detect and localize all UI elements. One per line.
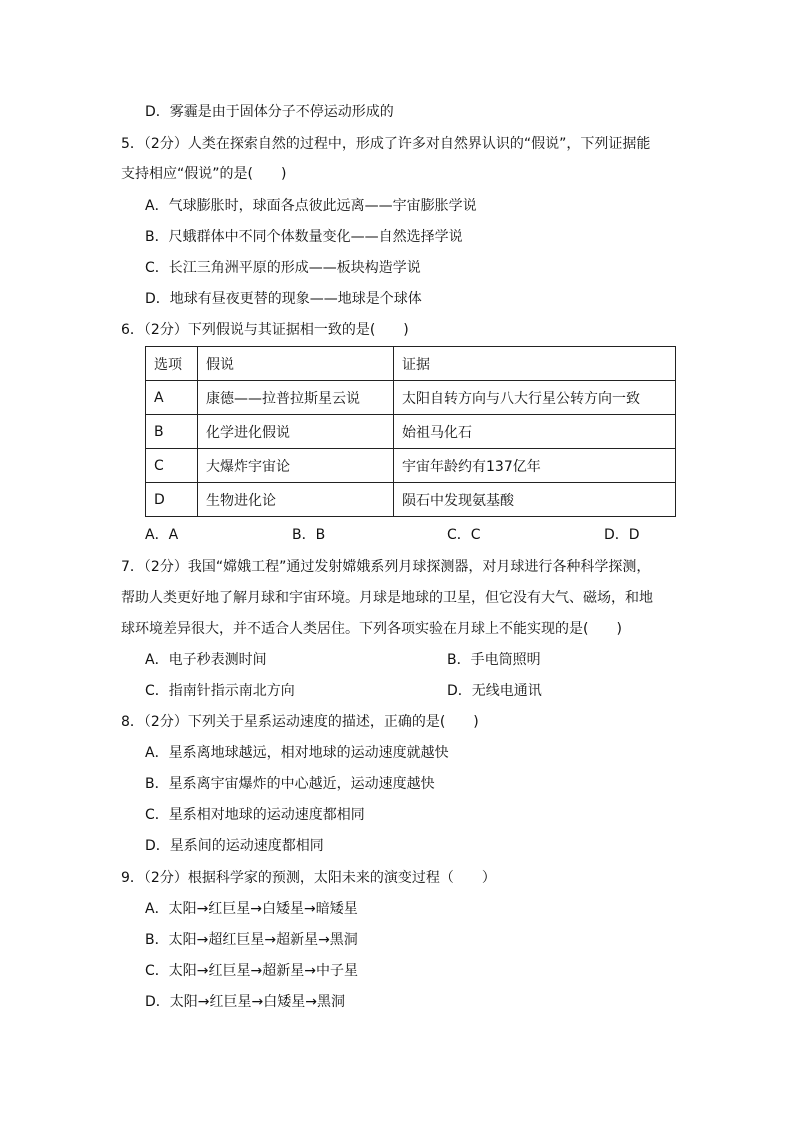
q9-option-b: B．太阳→超红巨星→超新星→黑洞 (145, 932, 358, 948)
table-cell: 生物进化论 (198, 483, 394, 517)
q5-option-c: C．长江三角洲平原的形成——板块构造学说 (145, 260, 421, 276)
q7-option-d: D．无线电通讯 (447, 683, 542, 699)
q8-stem: 8．（2分）下列关于星系运动速度的描述，正确的是( ) (121, 714, 479, 730)
table-cell: 康德——拉普拉斯星云说 (198, 381, 394, 415)
table-cell: 太阳自转方向与八大行星公转方向一致 (394, 381, 676, 415)
q9-option-d: D．太阳→红巨星→白矮星→黑洞 (145, 994, 345, 1010)
q6-stem: 6．（2分）下列假说与其证据相一致的是( ) (121, 322, 409, 338)
q8-option-b: B．星系离宇宙爆炸的中心越近，运动速度越快 (145, 776, 435, 792)
q7-stem-line-3: 球环境差异很大，并不适合人类居住。下列各项实验在月球上不能实现的是( ) (121, 621, 622, 637)
table-row (146, 415, 676, 449)
table-cell: 大爆炸宇宙论 (198, 449, 394, 483)
q7-stem-line-1: 7．（2分）我国“嫦娥工程”通过发射嫦娥系列月球探测器，对月球进行各种科学探测， (121, 559, 651, 575)
q8-option-c: C．星系相对地球的运动速度都相同 (145, 807, 365, 823)
q9-option-c: C．太阳→红巨星→超新星→中子星 (145, 963, 358, 979)
table-header-row (146, 347, 676, 381)
q6-option-b: B．B (292, 527, 326, 543)
q7-stem-line-2: 帮助人类更好地了解月球和宇宙环境。月球是地球的卫星，但它没有大气、磁场，和地 (121, 590, 653, 606)
table-cell: B (146, 415, 198, 449)
q9-option-a: A．太阳→红巨星→白矮星→暗矮星 (145, 901, 358, 917)
table-header-cell: 证据 (394, 347, 676, 381)
q6-option-c: C．C (447, 527, 481, 543)
q5-option-a: A．气球膨胀时，球面各点彼此远离——宇宙膨胀学说 (145, 198, 477, 214)
q7-option-c: C．指南针指示南北方向 (145, 683, 295, 699)
q9-stem: 9．（2分）根据科学家的预测，太阳未来的演变过程（ ） (121, 870, 496, 886)
q5-option-d: D．地球有昼夜更替的现象——地球是个球体 (145, 291, 422, 307)
table-cell: C (146, 449, 198, 483)
q8-option-d: D．星系间的运动速度都相同 (145, 838, 324, 854)
table-cell: 宇宙年龄约有137亿年 (394, 449, 676, 483)
q4-option-d: D．雾霾是由于固体分子不停运动形成的 (145, 104, 394, 120)
q5-stem-line-2: 支持相应“假说”的是( ) (121, 166, 287, 182)
q5-stem-line-1: 5．（2分）人类在探索自然的过程中，形成了许多对自然界认识的“假说”，下列证据能 (121, 136, 651, 152)
table-cell: 陨石中发现氨基酸 (394, 483, 676, 517)
table-row (146, 483, 676, 517)
q8-option-a: A．星系离地球越远，相对地球的运动速度就越快 (145, 745, 449, 761)
q6-answer-options (145, 525, 685, 545)
table-cell: A (146, 381, 198, 415)
table-row (146, 381, 676, 415)
q7-option-b: B．手电筒照明 (447, 652, 541, 668)
table-row (146, 449, 676, 483)
table-cell: 化学进化假说 (198, 415, 394, 449)
q7-option-a: A．电子秒表测时间 (145, 652, 267, 668)
table-header-cell: 选项 (146, 347, 198, 381)
q6-table (145, 346, 676, 517)
q5-option-b: B．尺蛾群体中不同个体数量变化——自然选择学说 (145, 229, 463, 245)
table-header-cell: 假说 (198, 347, 394, 381)
table-cell: 始祖马化石 (394, 415, 676, 449)
q6-option-a: A．A (145, 527, 179, 543)
table-cell: D (146, 483, 198, 517)
q6-option-d: D．D (604, 527, 640, 543)
